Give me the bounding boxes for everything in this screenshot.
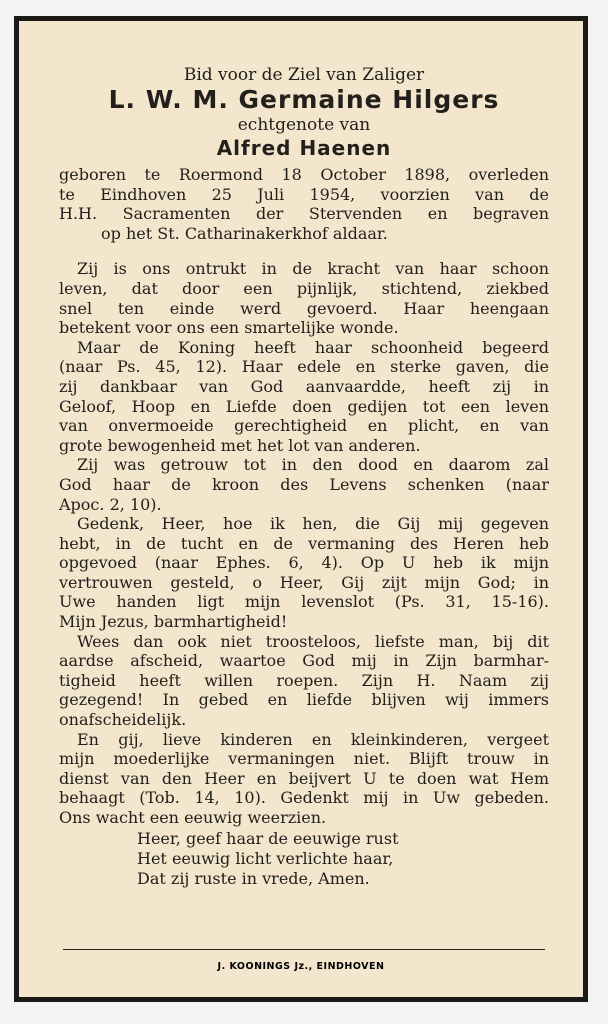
closing-prayer [137, 829, 549, 889]
text-line: geboren te Roermond 18 October 1898, overleden [59, 165, 549, 184]
text-line: Wees dan ook niet troosteloos, liefste man, bij dit [77, 631, 549, 651]
text-line: God haar de kroon des Levens schenken (naar [59, 474, 549, 494]
paragraph [59, 259, 549, 337]
memorial-card [14, 16, 588, 1002]
text-line: grote bewogenheid met het lot van anderen. [59, 435, 421, 455]
paragraph [59, 632, 549, 730]
text-line: snel ten einde werd gevoerd. Haar heengaan [59, 298, 549, 318]
relation-line: echtgenote van [237, 115, 371, 135]
spouse-name: Alfred Haenen [216, 136, 392, 160]
text-line: Mijn Jezus, barmhartigheid! [59, 612, 288, 632]
text-line: onafscheidelijk. [59, 710, 187, 730]
text-line: tigheid heeft willen roepen. Zijn H. Naam zij [59, 670, 549, 690]
text-line: opgevoed (naar Ephes. 6, 4). Op U heb ik mijn [59, 553, 549, 573]
text-line: Zij was getrouw tot in den dood en daarom zal [77, 455, 549, 475]
prayer-line: Dat zij ruste in vrede, Amen. [137, 868, 370, 888]
prayer-line: Heer, geef haar de eeuwige rust [137, 828, 399, 848]
text-line: te Eindhoven 25 Juli 1954, voorzien van de [59, 184, 549, 204]
text-line: gezegend! In gebed en liefde blijven wij immers [59, 690, 549, 710]
birth-death-text [59, 165, 549, 243]
text-line: dienst van den Heer en beijvert U te doen wat Hem [59, 768, 549, 788]
text-line: behaagt (Tob. 14, 10). Gedenkt mij in Uw gebeden. [59, 788, 549, 808]
paragraph [59, 338, 549, 456]
text-line: Apoc. 2, 10). [59, 494, 162, 514]
card-content [59, 65, 549, 889]
text-line: zij dankbaar van God aanvaardde, heeft zij in [59, 376, 549, 396]
prayer-line: Het eeuwig licht verlichte haar, [137, 848, 394, 868]
paragraph [59, 730, 549, 828]
deceased-name: L. W. M. Germaine Hilgers [108, 85, 500, 114]
text-line: Gedenk, Heer, hoe ik hen, die Gij mij gegeven [77, 514, 549, 534]
text-line: leven, dat door een pijnlijk, stichtend, ziekbed [59, 278, 549, 298]
paragraph [59, 455, 549, 514]
text-line: (naar Ps. 45, 12). Haar edele en sterke gaven, die [59, 357, 549, 377]
text-line: op het St. Catharinakerkhof aldaar. [101, 223, 388, 243]
text-line: Uwe handen ligt mijn levenslot (Ps. 31, 15-16). [59, 592, 549, 612]
intro-line: Bid voor de Ziel van Zaliger [183, 65, 425, 85]
text-line: Ons wacht een eeuwig weerzien. [59, 808, 327, 827]
text-line: vertrouwen gesteld, o Heer, Gij zijt mijn God; in [59, 572, 549, 592]
text-line: aardse afscheid, waartoe God mij in Zijn barmhar- [59, 651, 549, 671]
text-line: van onvermoeide gerechtigheid en plicht, en van [59, 416, 549, 436]
text-line: betekent voor ons een smartelijke wonde. [59, 318, 399, 338]
text-line: mijn moederlijke vermaningen niet. Blijft trouw in [59, 749, 549, 769]
text-line: Maar de Koning heeft haar schoonheid begeerd [77, 337, 549, 357]
text-line: Zij is ons ontrukt in de kracht van haar schoon [77, 259, 549, 279]
printer-credit: J. KOONINGS Jz., EINDHOVEN [217, 961, 385, 972]
text-line: Geloof, Hoop en Liefde doen gedijen tot een leven [59, 396, 549, 416]
divider [63, 949, 545, 950]
text-line: H.H. Sacramenten der Stervenden en begraven [59, 204, 549, 224]
text-line: En gij, lieve kinderen en kleinkinderen, vergeet [77, 729, 549, 749]
paragraph [59, 514, 549, 632]
text-line: hebt, in de tucht en de vermaning des Heren heb [59, 533, 549, 553]
